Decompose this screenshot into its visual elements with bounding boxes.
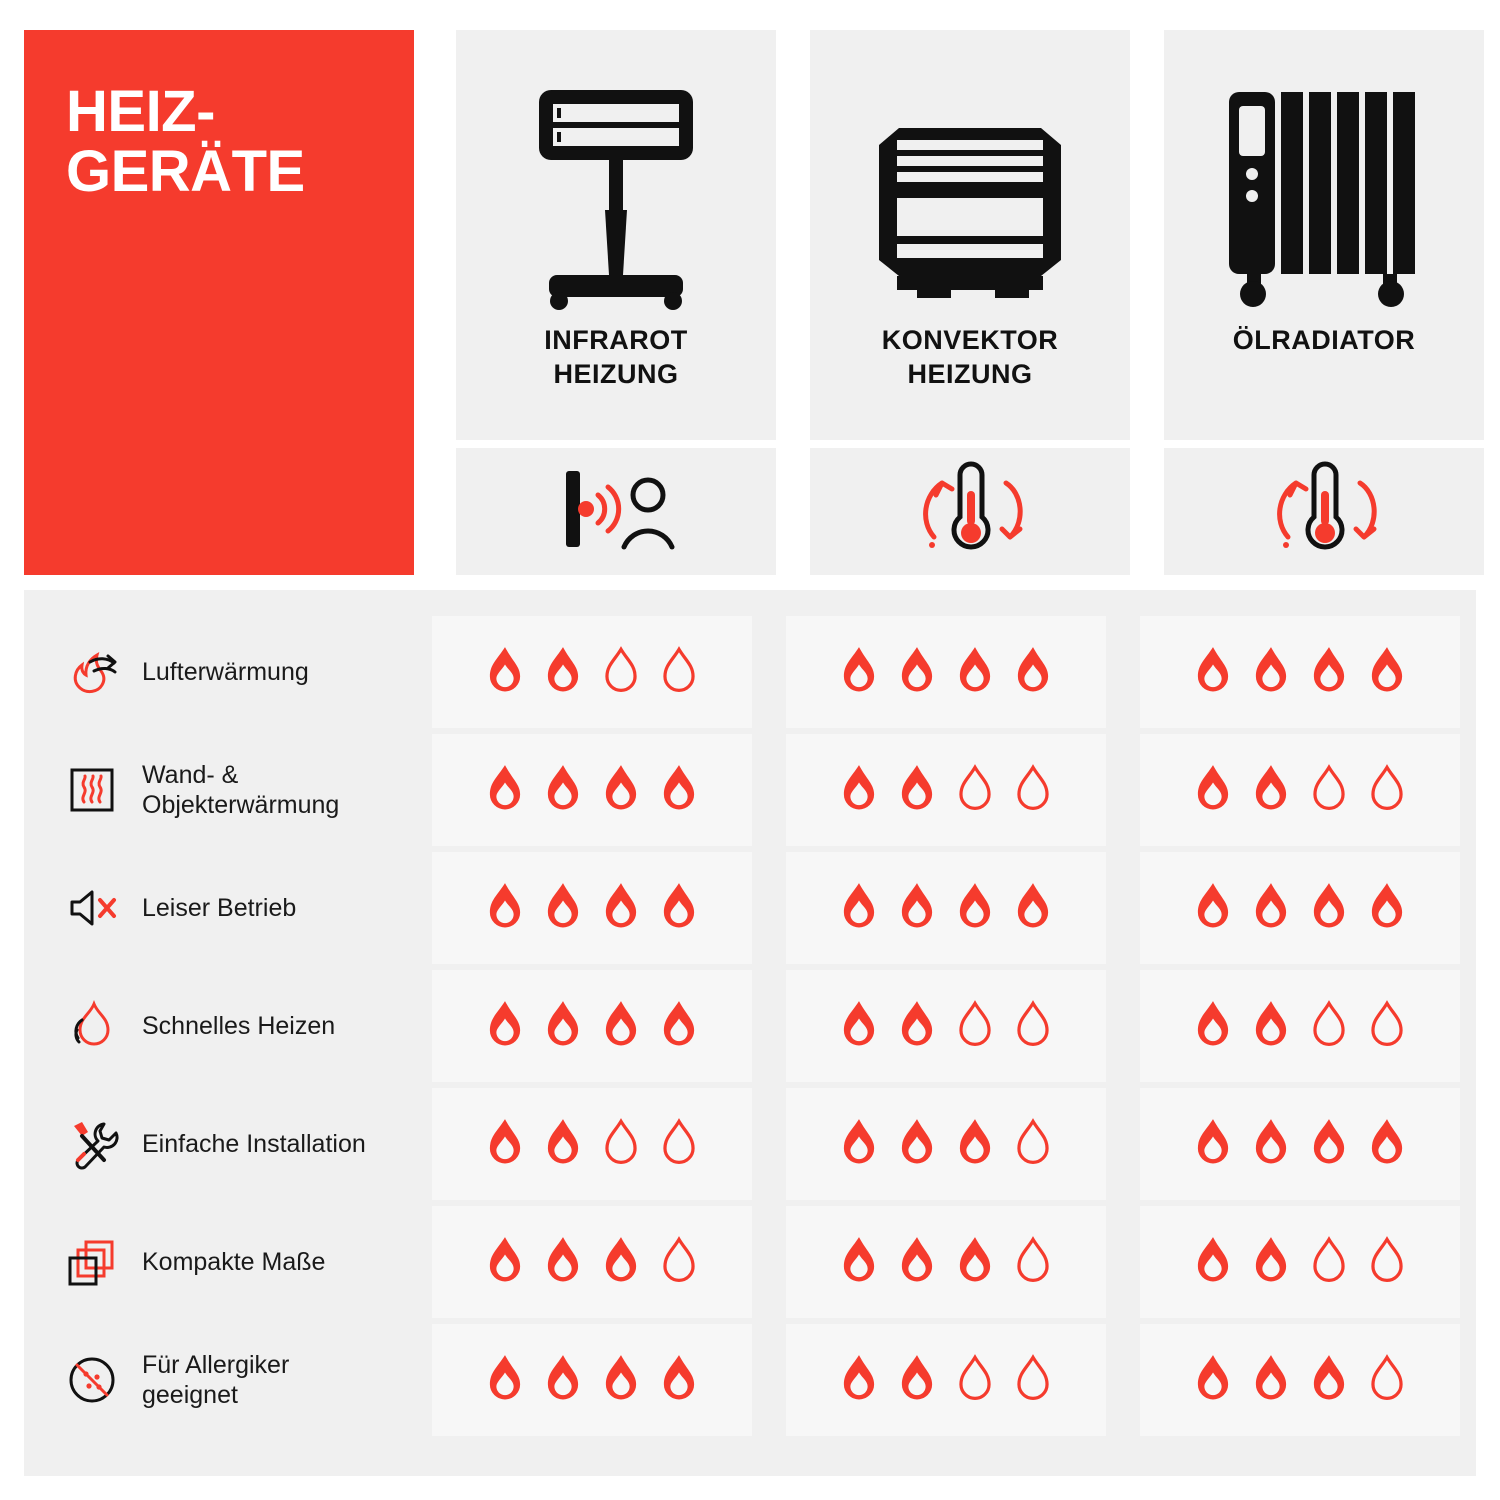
row-label-line-1: Für Allergiker bbox=[142, 1350, 290, 1379]
flame-icon-filled bbox=[541, 999, 585, 1053]
mode-panel-infrarot bbox=[456, 448, 776, 575]
flame-icon-empty bbox=[1307, 1235, 1351, 1289]
flame-icon-empty bbox=[1307, 763, 1351, 817]
product-name-oelradiator bbox=[1233, 324, 1416, 358]
row-label-text bbox=[142, 1350, 289, 1411]
flame-icon-filled bbox=[1191, 1235, 1235, 1289]
row-label-line-2: Objekterwärmung bbox=[142, 791, 340, 819]
rating-cell bbox=[432, 1206, 752, 1318]
row-label bbox=[64, 852, 434, 964]
title-line-2: GERÄTE bbox=[66, 138, 305, 204]
flame-icon-filled bbox=[1307, 645, 1351, 699]
rating-cell bbox=[432, 734, 752, 846]
flame-icon-filled bbox=[483, 1353, 527, 1407]
product-photo-konvektor bbox=[810, 30, 1130, 440]
row-label bbox=[64, 1324, 434, 1436]
row-label-text bbox=[142, 760, 339, 821]
mode-panel-oelradiator bbox=[1164, 448, 1484, 575]
flame-icon-filled bbox=[483, 999, 527, 1053]
table-row bbox=[24, 1088, 1476, 1200]
flame-icon-empty bbox=[1365, 1353, 1409, 1407]
row-label-text bbox=[142, 657, 309, 688]
row-label-line-2: geeignet bbox=[142, 1381, 238, 1409]
mode-panel-konvektor bbox=[810, 448, 1130, 575]
radiant-heat-person-icon bbox=[536, 461, 696, 562]
flame-icon-filled bbox=[1249, 1353, 1293, 1407]
flame-icon-empty bbox=[599, 645, 643, 699]
flame-icon-empty bbox=[1365, 763, 1409, 817]
flame-icon-filled bbox=[1365, 881, 1409, 935]
flame-icon-filled bbox=[599, 881, 643, 935]
row-label-line-1: Wand- & bbox=[142, 760, 239, 789]
product-name-line-2: HEIZUNG bbox=[907, 358, 1033, 389]
table-row bbox=[24, 616, 1476, 728]
flame-icon-empty bbox=[1011, 999, 1055, 1053]
product-column-infrarot bbox=[456, 30, 776, 575]
convector-heater-icon bbox=[855, 70, 1085, 310]
rating-cell bbox=[786, 1088, 1106, 1200]
rating-cell bbox=[1140, 1088, 1460, 1200]
compact-squares-icon bbox=[64, 1234, 120, 1290]
flame-icon-empty bbox=[657, 1235, 701, 1289]
flame-icon-filled bbox=[1307, 881, 1351, 935]
row-label-line-1: Leiser Betrieb bbox=[142, 893, 297, 922]
rating-cell bbox=[1140, 852, 1460, 964]
rating-cell bbox=[1140, 970, 1460, 1082]
rating-cell bbox=[786, 1206, 1106, 1318]
mute-speaker-icon bbox=[64, 880, 120, 936]
flame-icon-empty bbox=[953, 763, 997, 817]
flame-icon-empty bbox=[1365, 1235, 1409, 1289]
fast-flame-icon bbox=[64, 998, 120, 1054]
flame-icon-filled bbox=[895, 999, 939, 1053]
rating-cell bbox=[786, 1324, 1106, 1436]
flame-icon-filled bbox=[599, 1235, 643, 1289]
table-row bbox=[24, 1324, 1476, 1436]
flame-icon-filled bbox=[657, 881, 701, 935]
flame-icon-filled bbox=[1365, 645, 1409, 699]
flame-icon-filled bbox=[541, 1235, 585, 1289]
flame-icon-filled bbox=[483, 1117, 527, 1171]
table-row bbox=[24, 1206, 1476, 1318]
row-label bbox=[64, 970, 434, 1082]
row-label bbox=[64, 1088, 434, 1200]
allergy-free-icon bbox=[64, 1352, 120, 1408]
flame-icon-empty bbox=[1011, 1117, 1055, 1171]
flame-icon-filled bbox=[1249, 1117, 1293, 1171]
flame-icon-filled bbox=[953, 645, 997, 699]
flame-icon-filled bbox=[541, 1117, 585, 1171]
flame-icon-filled bbox=[657, 763, 701, 817]
flame-icon-filled bbox=[1249, 645, 1293, 699]
flame-icon-filled bbox=[599, 1353, 643, 1407]
rating-cell bbox=[432, 616, 752, 728]
flame-icon-filled bbox=[837, 1235, 881, 1289]
rating-cell bbox=[1140, 1206, 1460, 1318]
flame-icon-filled bbox=[953, 881, 997, 935]
rating-cell bbox=[1140, 1324, 1460, 1436]
flame-icon-filled bbox=[895, 763, 939, 817]
flame-icon-filled bbox=[1011, 645, 1055, 699]
flame-icon-filled bbox=[953, 1235, 997, 1289]
row-label-line-1: Lufterwärmung bbox=[142, 657, 309, 686]
flame-icon-filled bbox=[483, 881, 527, 935]
title-line-1: HEIZ- bbox=[66, 79, 215, 144]
flame-icon-filled bbox=[837, 1353, 881, 1407]
flame-icon-filled bbox=[541, 763, 585, 817]
row-label bbox=[64, 1206, 434, 1318]
flame-icon-filled bbox=[837, 763, 881, 817]
flame-icon-filled bbox=[541, 881, 585, 935]
flame-icon-filled bbox=[953, 1117, 997, 1171]
flame-icon-filled bbox=[541, 1353, 585, 1407]
product-name-line-1: ÖLRADIATOR bbox=[1232, 325, 1416, 355]
row-label bbox=[64, 616, 434, 728]
flame-icon-empty bbox=[1011, 1353, 1055, 1407]
flame-icon-empty bbox=[1307, 999, 1351, 1053]
flame-icon-empty bbox=[953, 1353, 997, 1407]
flame-icon-filled bbox=[1365, 1117, 1409, 1171]
flame-icon-filled bbox=[1249, 763, 1293, 817]
air-circulation-thermometer-icon bbox=[890, 459, 1050, 564]
flame-icon-filled bbox=[837, 645, 881, 699]
flame-icon-filled bbox=[1191, 1117, 1235, 1171]
infrared-panel-heater-icon bbox=[501, 70, 731, 310]
flame-icon-filled bbox=[1191, 645, 1235, 699]
flame-icon-filled bbox=[1191, 999, 1235, 1053]
product-name-infrarot bbox=[544, 324, 687, 392]
flame-icon-filled bbox=[1249, 999, 1293, 1053]
wall-heat-waves-icon bbox=[64, 762, 120, 818]
row-label-text bbox=[142, 1011, 335, 1042]
comparison-table bbox=[24, 590, 1476, 1476]
flame-icon-empty bbox=[657, 645, 701, 699]
rating-cell bbox=[786, 852, 1106, 964]
flame-icon-empty bbox=[657, 1117, 701, 1171]
product-name-line-1: INFRAROT bbox=[544, 325, 688, 355]
row-label-text bbox=[142, 893, 296, 924]
flame-icon-filled bbox=[1249, 1235, 1293, 1289]
flame-icon-filled bbox=[483, 763, 527, 817]
flame-icon-filled bbox=[1191, 763, 1235, 817]
table-row bbox=[24, 852, 1476, 964]
flame-icon-filled bbox=[483, 1235, 527, 1289]
product-name-line-1: KONVEKTOR bbox=[881, 325, 1059, 355]
air-circulation-thermometer-icon bbox=[1244, 459, 1404, 564]
flame-icon-filled bbox=[837, 881, 881, 935]
flame-icon-empty bbox=[1011, 1235, 1055, 1289]
flame-icon-filled bbox=[1191, 1353, 1235, 1407]
flame-icon-filled bbox=[1249, 881, 1293, 935]
flame-icon-filled bbox=[1011, 881, 1055, 935]
rating-cell bbox=[432, 970, 752, 1082]
page-title bbox=[66, 79, 374, 204]
flame-icon-filled bbox=[895, 1117, 939, 1171]
row-label bbox=[64, 734, 434, 846]
rating-cell bbox=[432, 852, 752, 964]
flame-icon-filled bbox=[1307, 1117, 1351, 1171]
flame-icon-filled bbox=[657, 1353, 701, 1407]
flame-icon-filled bbox=[1307, 1353, 1351, 1407]
flame-icon-empty bbox=[1011, 763, 1055, 817]
product-photo-infrarot bbox=[456, 30, 776, 440]
table-row bbox=[24, 734, 1476, 846]
flame-icon-filled bbox=[541, 645, 585, 699]
flame-icon-filled bbox=[895, 1235, 939, 1289]
table-row bbox=[24, 970, 1476, 1082]
row-label-line-1: Schnelles Heizen bbox=[142, 1011, 336, 1040]
title-card bbox=[24, 30, 414, 575]
product-name-line-2: HEIZUNG bbox=[553, 358, 679, 389]
flame-icon-empty bbox=[1365, 999, 1409, 1053]
flame-icon-empty bbox=[953, 999, 997, 1053]
row-label-line-1: Einfache Installation bbox=[142, 1129, 366, 1158]
product-column-konvektor bbox=[810, 30, 1130, 575]
product-photo-oelradiator bbox=[1164, 30, 1484, 440]
product-name-konvektor bbox=[882, 324, 1059, 392]
wrench-screwdriver-icon bbox=[64, 1116, 120, 1172]
rating-cell bbox=[786, 970, 1106, 1082]
row-label-line-1: Kompakte Maße bbox=[142, 1247, 326, 1276]
flame-icon-filled bbox=[895, 645, 939, 699]
flame-icon-filled bbox=[895, 1353, 939, 1407]
flame-icon-filled bbox=[483, 645, 527, 699]
product-column-oelradiator bbox=[1164, 30, 1484, 575]
flame-icon-filled bbox=[599, 999, 643, 1053]
flame-icon-filled bbox=[1191, 881, 1235, 935]
flame-icon-filled bbox=[837, 1117, 881, 1171]
rating-cell bbox=[786, 616, 1106, 728]
flame-icon-filled bbox=[599, 763, 643, 817]
top-band bbox=[24, 30, 1476, 575]
flame-icon-filled bbox=[837, 999, 881, 1053]
oil-radiator-icon bbox=[1209, 70, 1439, 310]
rating-cell bbox=[1140, 734, 1460, 846]
row-label-text bbox=[142, 1129, 366, 1160]
rating-cell bbox=[1140, 616, 1460, 728]
flame-icon-filled bbox=[895, 881, 939, 935]
rating-cell bbox=[432, 1088, 752, 1200]
rating-cell bbox=[786, 734, 1106, 846]
flame-icon-filled bbox=[657, 999, 701, 1053]
rating-cell bbox=[432, 1324, 752, 1436]
flame-icon-empty bbox=[599, 1117, 643, 1171]
row-label-text bbox=[142, 1247, 325, 1278]
airflow-flame-icon bbox=[64, 644, 120, 700]
